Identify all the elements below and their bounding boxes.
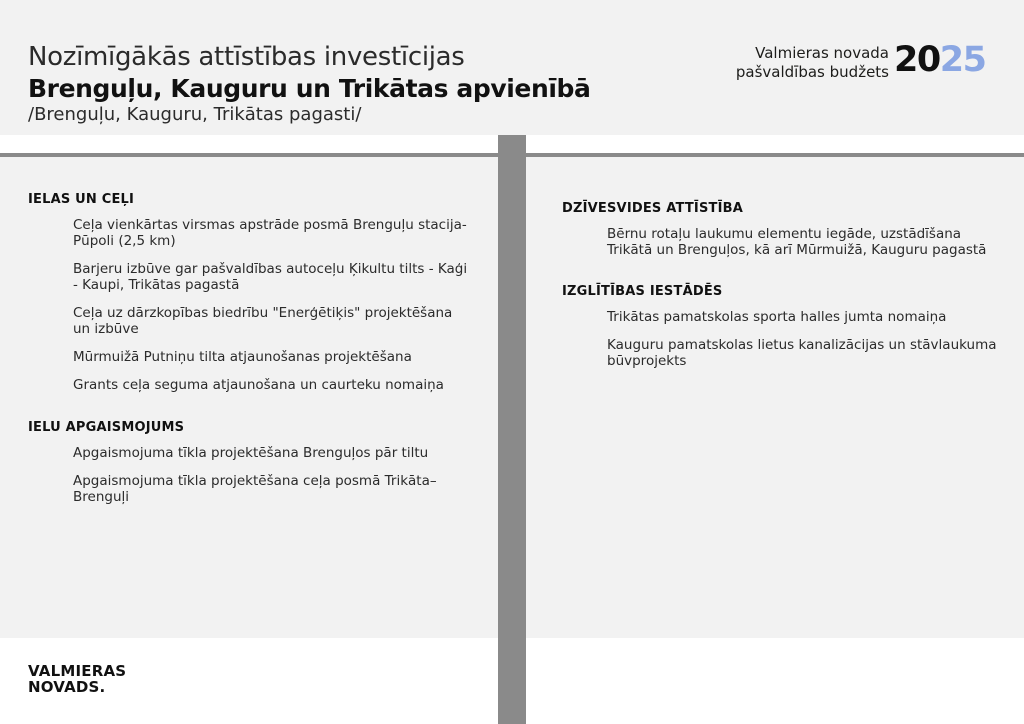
- list-item: Bērnu rotaļu laukumu elementu iegāde, uzstādīšana Trikātā un Brenguļos, kā arī Mūrmuižā, Kauguru pagastā: [607, 226, 987, 258]
- list-item: Apgaismojuma tīkla projektēšana ceļa posmā Trikāta–Brenguļi: [73, 473, 437, 505]
- column-divider: [498, 135, 526, 724]
- section-living-environment: [562, 201, 1002, 270]
- item-list: [562, 309, 1002, 369]
- budget-label-line1: Valmieras novada: [755, 44, 889, 62]
- list-item: Apgaismojuma tīkla projektēšana Brenguļos pār tiltu: [73, 445, 429, 461]
- valmieras-novads-logo: [28, 663, 126, 695]
- section-lighting: [28, 420, 468, 517]
- page-subtitle: /Brenguļu, Kauguru, Trikātas pagasti/: [28, 104, 362, 125]
- section-title: DZĪVESVIDES ATTĪSTĪBA: [562, 201, 743, 216]
- budget-label: [736, 44, 889, 82]
- budget-year: [894, 40, 985, 80]
- logo-line1: VALMIERAS: [28, 662, 127, 680]
- section-title: IELU APGAISMOJUMS: [28, 420, 185, 435]
- section-title: IZGLĪTĪBAS IESTĀDĒS: [562, 284, 723, 299]
- section-roads: [28, 192, 468, 405]
- section-education: [562, 284, 1002, 381]
- list-item: Barjeru izbūve gar pašvaldības autoceļu Ķikultu tilts - Kaģi - Kaupi, Trikātas pagastā: [73, 261, 468, 293]
- list-item: Kauguru pamatskolas lietus kanalizācijas un stāvlaukuma būvprojekts: [607, 337, 997, 369]
- list-item: Mūrmuižā Putniņu tilta atjaunošanas projektēšana: [73, 349, 412, 365]
- item-list: [562, 226, 1002, 258]
- budget-label-line2: pašvaldības budžets: [735, 63, 889, 81]
- logo-line2: NOVADS.: [28, 678, 106, 696]
- header: [0, 0, 1024, 135]
- item-list: [28, 445, 468, 505]
- list-item: Grants ceļa seguma atjaunošana un caurteku nomaiņa: [73, 377, 444, 393]
- section-title: IELAS UN CEĻI: [28, 192, 135, 207]
- budget-year-part1: 20: [894, 40, 940, 80]
- list-item: Ceļa uz dārzkopības biedrību "Enerģētiķis" projektēšana un izbūve: [73, 305, 453, 337]
- page-title-line2: Brenguļu, Kauguru un Trikātas apvienībā: [28, 74, 591, 103]
- page-title-line1: Nozīmīgākās attīstības investīcijas: [28, 42, 465, 72]
- list-item: Trikātas pamatskolas sporta halles jumta nomaiņa: [607, 309, 947, 325]
- item-list: [28, 217, 468, 393]
- budget-year-part2: 25: [939, 40, 986, 80]
- list-item: Ceļa vienkārtas virsmas apstrāde posmā Brenguļu stacija-Pūpoli (2,5 km): [73, 217, 467, 249]
